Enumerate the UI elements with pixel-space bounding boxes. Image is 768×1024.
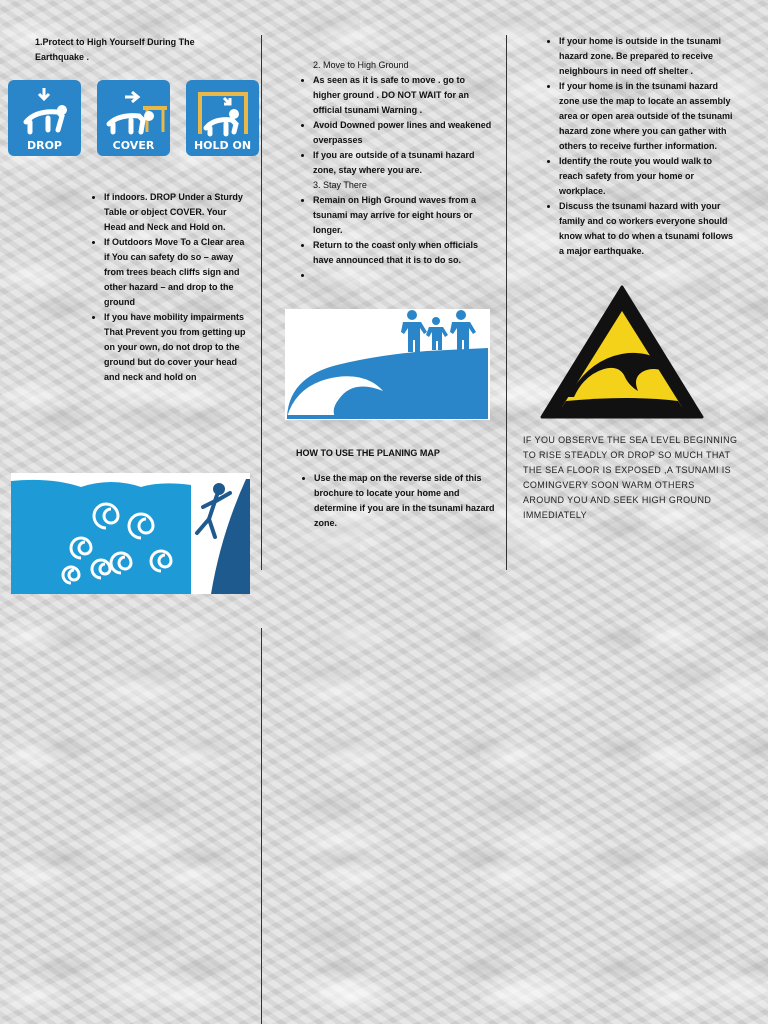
map-heading: HOW TO USE THE PLANING MAP bbox=[296, 448, 440, 458]
high-ground-family-illustration bbox=[285, 309, 490, 420]
tsunami-warning-icon bbox=[540, 285, 704, 419]
tsunami-warning-sign bbox=[540, 285, 704, 419]
col3-bullets bbox=[541, 34, 736, 259]
map-bullets bbox=[296, 471, 496, 531]
col2-text bbox=[295, 58, 495, 283]
sea-level-warning-text: IF YOU OBSERVE THE SEA LEVEL BEGINNING TO RISE STEADLY OR DROP SO MUCH THAT THE SEA FLOOR IS EXPOSED ,A TSUNAMI IS COMINGVERY SOON WARM OTHERS AROUND YOU AND SEEK HIGH GROUND IMMEDIATELY bbox=[523, 435, 738, 520]
list-item: • If you are outside of a tsunami hazard zone, stay where you are. bbox=[313, 148, 495, 178]
col1-heading: 1.Protect to High Yourself During The Earthquake . bbox=[35, 37, 195, 62]
col1-bullets bbox=[86, 190, 246, 385]
cover-icon bbox=[97, 80, 170, 138]
family-wave-icon bbox=[285, 309, 490, 420]
drop-icon bbox=[8, 80, 81, 138]
hold-on-label: HOLD ON bbox=[193, 139, 252, 152]
list-item: • As seen as it is safe to move . go to higher ground . DO NOT WAIT for an official tsunami Warning . bbox=[313, 73, 495, 118]
list-item: • If you have mobility impairments That Prevent you from getting up on your own, do not drop to the ground but do cover your head and neck and hold on bbox=[104, 310, 246, 385]
cover-panel bbox=[97, 80, 170, 156]
list-item: • If your home is outside in the tsunami hazard zone. Be prepared to receive neighbours in need off shelter . bbox=[559, 34, 736, 79]
list-item: • Remain on High Ground waves from a tsunami may arrive for eight hours or longer. bbox=[313, 193, 495, 238]
list-item: • If Outdoors Move To a Clear area if You can safety do so – away from trees beach cliffs sign and other hazard – and drop to the ground bbox=[104, 235, 246, 310]
list-item: • Use the map on the reverse side of this brochure to locate your home and determine if you are in the tsunami hazard zone. bbox=[314, 471, 496, 531]
list-item: • Avoid Downed power lines and weakened overpasses bbox=[313, 118, 495, 148]
list-item bbox=[313, 268, 495, 283]
wave-runner-icon bbox=[11, 473, 250, 594]
tsunami-runner-illustration bbox=[11, 473, 250, 594]
list-item: • Discuss the tsunami hazard with your family and co workers everyone should know what to do when a tsunami follows a major earthquake. bbox=[559, 199, 736, 259]
step-2-heading: 2. Move to High Ground bbox=[313, 60, 409, 70]
list-item: • Return to the coast only when officials have announced that it is to do so. bbox=[313, 238, 495, 268]
column-divider-3 bbox=[261, 628, 262, 1024]
drop-label: DROP bbox=[26, 139, 62, 152]
list-item: • Identify the route you would walk to reach safety from your home or workplace. bbox=[559, 154, 736, 199]
list-item: • If your home is in the tsunami hazard zone use the map to locate an assembly area or open area outside of the tsunami hazard zone where you can gather with others to receive further information. bbox=[559, 79, 736, 154]
hold-on-panel bbox=[186, 80, 259, 156]
cover-label: COVER bbox=[112, 139, 155, 152]
column-divider-2 bbox=[506, 35, 507, 570]
hold-on-icon bbox=[186, 80, 259, 138]
step-3-heading: 3. Stay There bbox=[313, 180, 367, 190]
list-item: • If indoors. DROP Under a Sturdy Table or object COVER. Your Head and Neck and Hold on. bbox=[104, 190, 246, 235]
column-divider-1 bbox=[261, 35, 262, 570]
drop-panel bbox=[8, 80, 81, 156]
